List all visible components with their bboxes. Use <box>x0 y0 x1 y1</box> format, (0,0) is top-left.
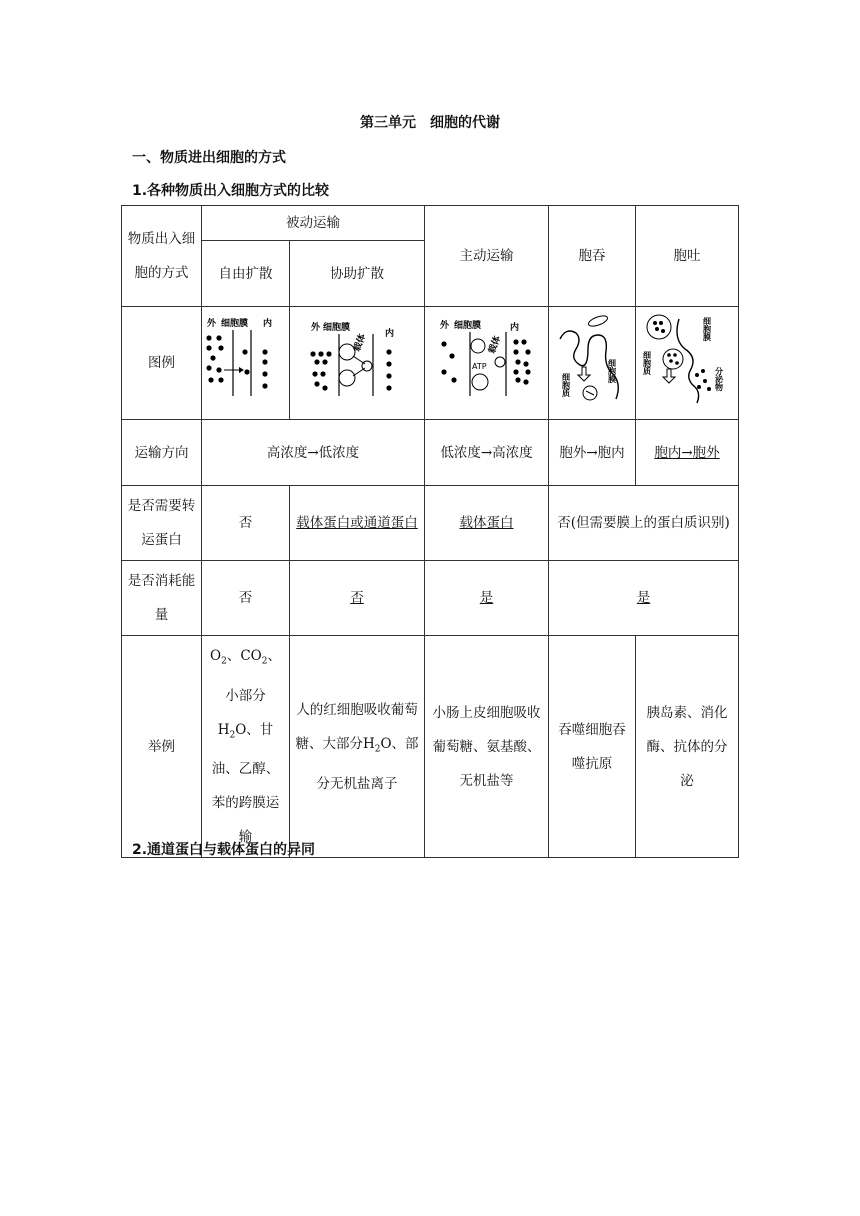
row-label-examples: 举例 <box>122 636 202 858</box>
svg-text:外: 外 <box>311 322 321 333</box>
protein-free: 否 <box>202 486 290 561</box>
examples-facilitated: 人的红细胞吸收葡萄糖、大部分$H_2O$、部分无机盐离子 <box>290 636 425 858</box>
svg-text:内: 内 <box>262 318 272 329</box>
subsection-heading-1: 1.各种物质出入细胞方式的比较 <box>132 183 330 199</box>
svg-text:细胞膜: 细胞膜 <box>453 320 481 331</box>
svg-text:载体: 载体 <box>352 332 368 353</box>
header-passive: 被动运输 <box>202 206 425 241</box>
diagram-facilitated-diffusion <box>290 307 425 420</box>
direction-endocytosis: 胞外→胞内 <box>549 420 636 486</box>
header-facilitated-diffusion: 协助扩散 <box>290 241 425 307</box>
diagram-active-transport <box>425 307 549 420</box>
examples-free: $O_2$、$CO_2$、小部分$H_2O$、甘油、乙醇、苯的跨膜运输 <box>202 636 290 858</box>
protein-bulk: 否(但需要膜上的蛋白质识别) <box>549 486 739 561</box>
header-corner <box>122 206 202 307</box>
svg-text:内: 内 <box>509 322 519 333</box>
energy-active: 是 <box>425 561 549 636</box>
header-endocytosis: 胞吞 <box>549 206 636 307</box>
facilitated-diffusion-diagram <box>297 316 417 398</box>
row-label-diagram: 图例 <box>122 307 202 420</box>
svg-text:细胞质: 细胞质 <box>642 350 652 375</box>
endocytosis-diagram <box>552 309 632 405</box>
examples-active: 小肠上皮细胞吸收葡萄糖、氨基酸、无机盐等 <box>425 636 549 858</box>
svg-text:细胞膜: 细胞膜 <box>702 316 712 341</box>
examples-exocytosis: 胰岛素、消化酶、抗体的分泌 <box>636 636 739 858</box>
energy-free: 否 <box>202 561 290 636</box>
protein-active: 载体蛋白 <box>425 486 549 561</box>
svg-text:分泌物: 分泌物 <box>714 366 724 391</box>
svg-text:外: 外 <box>206 318 216 329</box>
comparison-table <box>121 205 739 858</box>
direction-active: 低浓度→高浓度 <box>425 420 549 486</box>
svg-text:细胞膜: 细胞膜 <box>607 358 617 383</box>
diagram-endocytosis <box>549 307 636 420</box>
page-title: 第三单元 细胞的代谢 <box>360 115 500 131</box>
active-transport-diagram <box>432 316 542 398</box>
header-exocytosis: 胞吐 <box>636 206 739 307</box>
svg-text:外: 外 <box>439 320 449 331</box>
energy-facilitated: 否 <box>290 561 425 636</box>
free-diffusion-diagram <box>203 316 289 398</box>
diagram-exocytosis <box>636 307 739 420</box>
section-heading: 一、物质进出细胞的方式 <box>132 150 286 166</box>
svg-text:内: 内 <box>385 328 395 339</box>
header-active: 主动运输 <box>425 206 549 307</box>
row-label-protein: 是否需要转运蛋白 <box>122 486 202 561</box>
diagram-free-diffusion <box>202 307 290 420</box>
svg-text:细胞质: 细胞质 <box>561 372 571 397</box>
corner-text: 物质出入细胞的方式 <box>127 231 196 281</box>
direction-exocytosis: 胞内→胞外 <box>636 420 739 486</box>
svg-text:细胞膜: 细胞膜 <box>220 318 248 329</box>
subsection-heading-2: 2.通道蛋白与载体蛋白的异同 <box>132 842 316 858</box>
row-label-direction: 运输方向 <box>122 420 202 486</box>
svg-text:ATP: ATP <box>471 361 487 371</box>
header-free-diffusion: 自由扩散 <box>202 241 290 307</box>
row-label-energy: 是否消耗能量 <box>122 561 202 636</box>
protein-facilitated: 载体蛋白或通道蛋白 <box>290 486 425 561</box>
svg-text:细胞膜: 细胞膜 <box>323 322 351 333</box>
exocytosis-diagram <box>639 309 735 405</box>
energy-bulk: 是 <box>549 561 739 636</box>
svg-text:载体: 载体 <box>486 334 503 355</box>
direction-passive: 高浓度→低浓度 <box>202 420 425 486</box>
examples-endocytosis: 吞噬细胞吞噬抗原 <box>549 636 636 858</box>
